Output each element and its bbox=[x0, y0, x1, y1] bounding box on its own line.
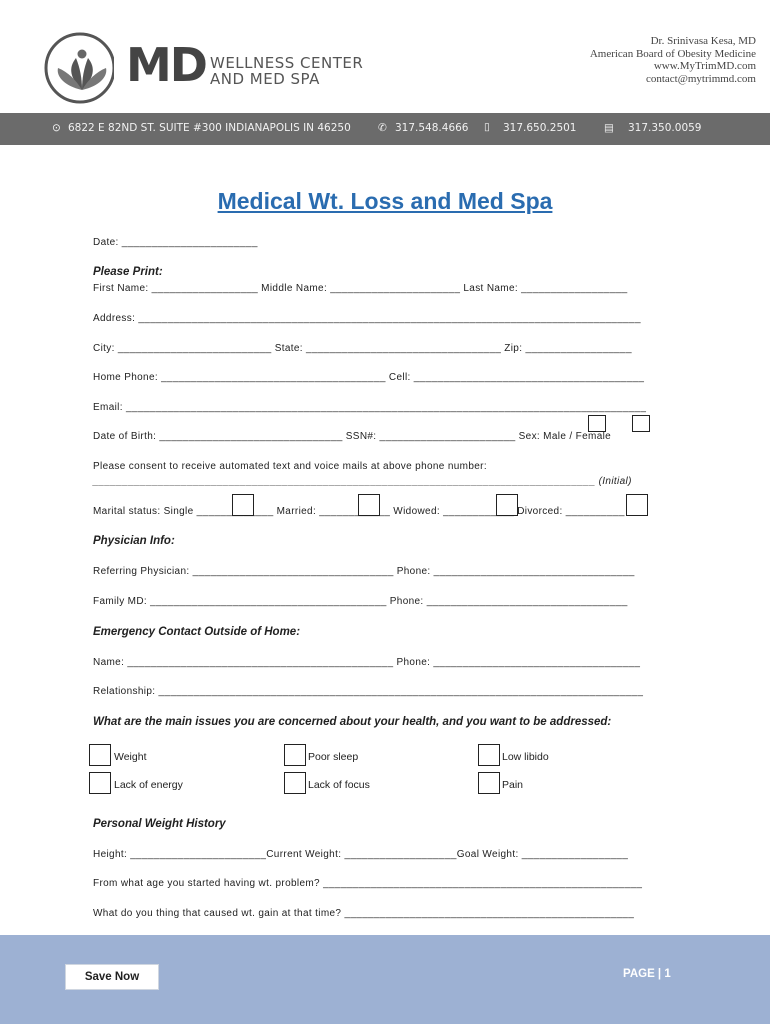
family-md-field[interactable]: Family MD: ________________________________________ Phone: __________________________________ bbox=[93, 596, 628, 607]
poor-sleep-label: Poor sleep bbox=[308, 751, 359, 763]
consent-text: Please consent to receive automated text and voice mails at above phone number: bbox=[93, 461, 487, 472]
pain-label: Pain bbox=[502, 779, 524, 791]
relationship-field[interactable]: Relationship: __________________________________________________________________________________ bbox=[93, 686, 644, 697]
phone-fields[interactable]: Home Phone: ______________________________________ Cell: _______________________________________ bbox=[93, 372, 645, 383]
dob-ssn-sex-fields[interactable]: Date of Birth: _______________________________ SSN#: _______________________ Sex: Male / Female bbox=[93, 431, 612, 442]
sex-male-checkbox[interactable] bbox=[588, 415, 606, 432]
contact-block bbox=[590, 35, 756, 85]
email: contact@mytrimmd.com bbox=[645, 72, 756, 85]
fax-text: 317.350.0059 bbox=[628, 122, 702, 134]
weight-checkbox[interactable] bbox=[89, 744, 111, 766]
age-started-field[interactable]: From what age you started having wt. problem? ______________________________________________________ bbox=[93, 878, 643, 889]
referring-physician-field[interactable]: Referring Physician: __________________________________ Phone: __________________________________ bbox=[93, 566, 635, 577]
phone-text: 317.548.4666 bbox=[395, 122, 469, 134]
name-fields[interactable]: First Name: __________________ Middle Name: ______________________ Last Name: __________________ bbox=[93, 283, 628, 294]
location-pin-icon: ⊙ bbox=[52, 122, 61, 134]
low-libido-label: Low libido bbox=[502, 751, 549, 763]
cause-field[interactable]: What do you thing that caused wt. gain at that time? _________________________________________________ bbox=[93, 908, 635, 919]
lack-of-focus-label: Lack of focus bbox=[308, 779, 370, 791]
issues-heading: What are the main issues you are concerned about your health, and you want to be addressed: bbox=[93, 716, 612, 728]
address-field[interactable]: Address: _____________________________________________________________________________________ bbox=[93, 313, 641, 324]
address-text: 6822 E 82ND ST. SUITE #300 INDIANAPOLIS IN 46250 bbox=[68, 122, 351, 134]
emergency-name-field[interactable]: Name: _____________________________________________ Phone: ___________________________________ bbox=[93, 657, 641, 668]
marital-divorced-checkbox[interactable] bbox=[626, 494, 648, 516]
weight-history-heading: Personal Weight History bbox=[93, 818, 226, 830]
address-bar bbox=[0, 113, 770, 145]
lack-of-energy-checkbox[interactable] bbox=[89, 772, 111, 794]
mobile-text: 317.650.2501 bbox=[503, 122, 577, 134]
date-field[interactable]: Date: _______________________ bbox=[93, 237, 258, 248]
please-print-heading: Please Print: bbox=[93, 266, 163, 278]
emergency-heading: Emergency Contact Outside of Home: bbox=[93, 626, 301, 638]
lotus-logo-icon bbox=[40, 28, 130, 108]
form-title: Medical Wt. Loss and Med Spa bbox=[217, 188, 553, 214]
physician-heading: Physician Info: bbox=[93, 535, 175, 547]
height-weight-fields[interactable]: Height: _______________________Current Weight: ___________________Goal Weight: __________________ bbox=[93, 849, 629, 860]
page-number: PAGE | 1 bbox=[623, 968, 671, 980]
sex-female-checkbox[interactable] bbox=[632, 415, 650, 432]
city-state-zip-fields[interactable]: City: __________________________ State: _________________________________ Zip: __________________ bbox=[93, 343, 632, 354]
save-now-button[interactable]: Save Now bbox=[65, 964, 159, 990]
mobile-icon: ▯ bbox=[484, 121, 490, 133]
logo-letters: MD bbox=[126, 38, 206, 92]
board-cert: American Board of Obesity Medicine bbox=[589, 47, 756, 60]
phone-icon: ✆ bbox=[378, 122, 387, 134]
poor-sleep-checkbox[interactable] bbox=[284, 744, 306, 766]
pain-checkbox[interactable] bbox=[478, 772, 500, 794]
marital-status-line: Marital status: Single _____________ Married: ____________ Widowed: ____________ Divorced: __________ bbox=[93, 506, 625, 517]
low-libido-checkbox[interactable] bbox=[478, 744, 500, 766]
lack-of-energy-label: Lack of energy bbox=[114, 779, 183, 791]
doctor-name: Dr. Srinivasa Kesa, MD bbox=[650, 35, 756, 47]
consent-initial-field[interactable]: _____________________________________________________________________________________ (Initial) bbox=[93, 476, 632, 487]
lack-of-focus-checkbox[interactable] bbox=[284, 772, 306, 794]
email-field[interactable]: Email: ________________________________________________________________________________________ bbox=[93, 402, 647, 413]
website: www.MyTrimMD.com bbox=[653, 60, 756, 72]
logo-line2: AND MED SPA bbox=[210, 70, 320, 88]
fax-icon: ▤ bbox=[604, 122, 614, 134]
weight-label: Weight bbox=[114, 751, 147, 763]
logo-line1: WELLNESS CENTER bbox=[210, 54, 364, 72]
logo bbox=[40, 28, 390, 108]
